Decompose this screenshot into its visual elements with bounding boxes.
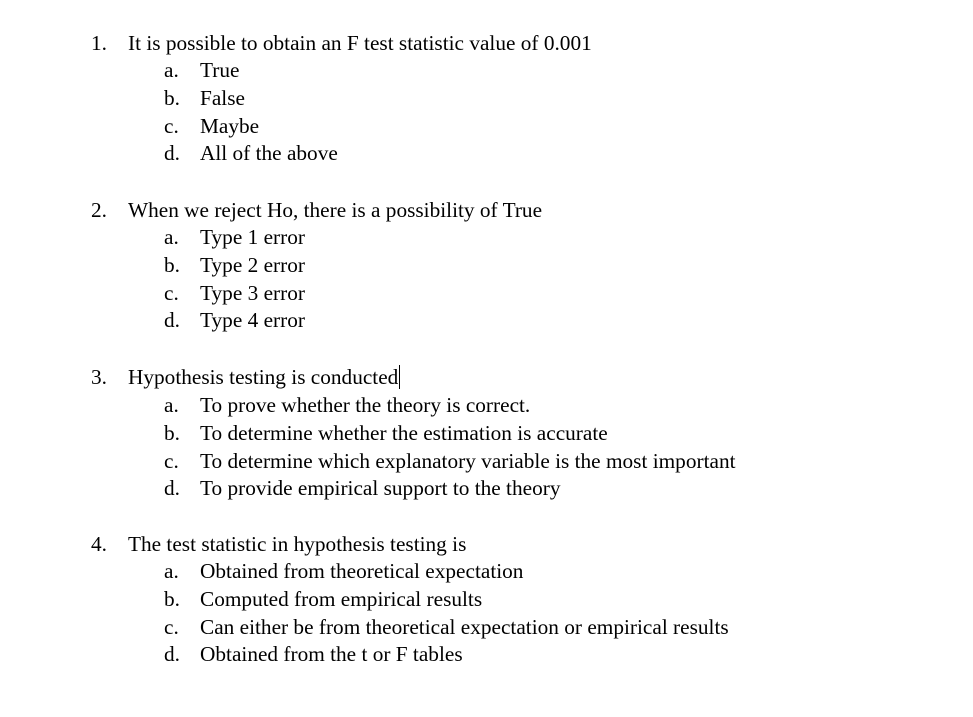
option-letter: a. xyxy=(164,58,179,82)
question-text: The test statistic in hypothesis testing is xyxy=(128,532,467,556)
option-1b[interactable] xyxy=(0,85,973,113)
option-4b[interactable] xyxy=(0,586,973,614)
text-cursor xyxy=(399,365,400,389)
question-3 xyxy=(0,363,973,503)
option-2a[interactable] xyxy=(0,224,973,252)
question-text: When we reject Ho, there is a possibility of True xyxy=(128,198,543,222)
question-3-stem[interactable] xyxy=(0,363,973,392)
question-1 xyxy=(0,29,973,168)
option-1a[interactable] xyxy=(0,57,973,85)
question-number: 2. xyxy=(91,198,107,222)
question-1-stem[interactable] xyxy=(0,29,973,57)
question-4 xyxy=(0,530,973,669)
option-4c[interactable] xyxy=(0,614,973,642)
option-text: Type 3 error xyxy=(200,280,305,305)
option-letter: d. xyxy=(164,141,180,166)
option-text: True xyxy=(200,58,240,82)
question-number: 3. xyxy=(91,365,107,389)
question-number: 4. xyxy=(91,532,107,556)
option-2d[interactable] xyxy=(0,307,973,335)
option-letter: c. xyxy=(164,448,179,473)
option-text: To prove whether the theory is correct. xyxy=(200,393,531,417)
option-letter: b. xyxy=(164,586,180,611)
option-text: To determine whether the estimation is accurate xyxy=(200,420,608,445)
question-4-stem[interactable] xyxy=(0,530,973,558)
option-text: Maybe xyxy=(200,113,260,138)
option-text: To provide empirical support to the theory xyxy=(200,476,561,501)
question-text: It is possible to obtain an F test statistic value of 0.001 xyxy=(128,31,592,55)
question-2-stem[interactable] xyxy=(0,196,973,224)
option-text: Obtained from the t or F tables xyxy=(200,642,463,667)
option-1d[interactable] xyxy=(0,140,973,168)
option-text: Type 1 error xyxy=(200,225,305,249)
option-3c[interactable] xyxy=(0,448,973,476)
option-3b[interactable] xyxy=(0,420,973,448)
option-letter: c. xyxy=(164,113,179,138)
option-letter: d. xyxy=(164,476,180,501)
option-text: Obtained from theoretical expectation xyxy=(200,559,524,583)
option-letter: d. xyxy=(164,642,180,667)
question-number: 1. xyxy=(91,31,107,55)
question-text: Hypothesis testing is conducted xyxy=(128,365,399,389)
option-letter: b. xyxy=(164,85,180,110)
option-3d[interactable] xyxy=(0,475,973,503)
option-2c[interactable] xyxy=(0,280,973,308)
option-2b[interactable] xyxy=(0,252,973,280)
option-3a[interactable] xyxy=(0,392,973,420)
option-letter: d. xyxy=(164,308,180,333)
option-letter: a. xyxy=(164,225,179,249)
option-letter: a. xyxy=(164,559,179,583)
option-letter: b. xyxy=(164,420,180,445)
option-4d[interactable] xyxy=(0,641,973,669)
option-text: Type 4 error xyxy=(200,308,305,333)
option-text: False xyxy=(200,85,245,110)
option-text: To determine which explanatory variable is the most important xyxy=(200,448,736,473)
option-letter: a. xyxy=(164,393,179,417)
option-text: Type 2 error xyxy=(200,252,305,277)
question-2 xyxy=(0,196,973,335)
option-text: All of the above xyxy=(200,141,338,166)
option-text: Can either be from theoretical expectation or empirical results xyxy=(200,614,729,639)
option-4a[interactable] xyxy=(0,558,973,586)
option-text: Computed from empirical results xyxy=(200,586,483,611)
option-letter: b. xyxy=(164,252,180,277)
option-letter: c. xyxy=(164,280,179,305)
question-text-wrapper xyxy=(128,363,400,391)
option-1c[interactable] xyxy=(0,113,973,141)
option-letter: c. xyxy=(164,614,179,639)
